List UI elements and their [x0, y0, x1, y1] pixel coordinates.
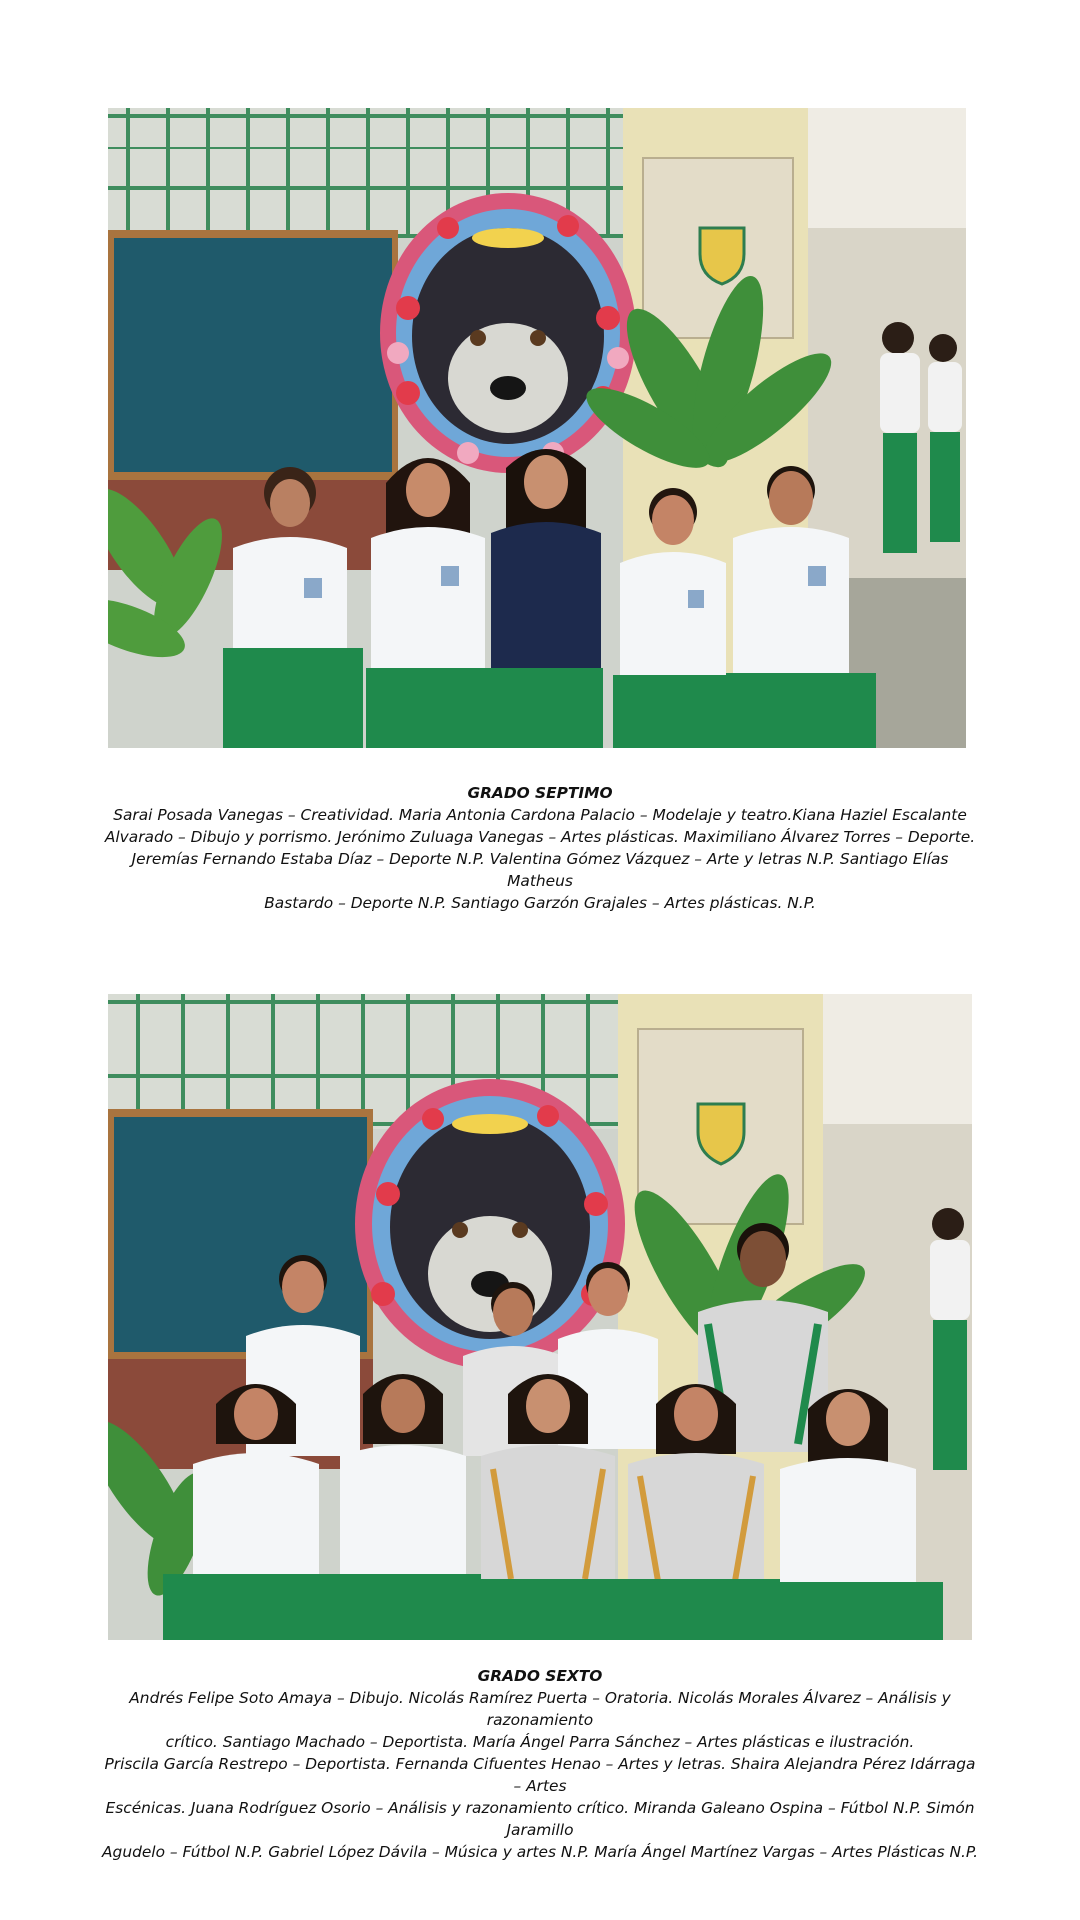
group-photo-sexto	[108, 994, 972, 1640]
caption-sexto	[100, 1665, 980, 1863]
caption-line: Jeremías Fernando Estaba Díaz – Deporte N.P. Valentina Gómez Vázquez – Arte y letras N.P. Santiago Elías Matheus	[131, 850, 949, 890]
caption-line: Escénicas. Juana Rodríguez Osorio – Análisis y razonamiento crítico. Miranda Galeano Ospina – Fútbol N.P. Simón Jaramillo	[105, 1799, 975, 1839]
group-photo-septimo	[108, 108, 966, 748]
caption-line: Andrés Felipe Soto Amaya – Dibujo. Nicolás Ramírez Puerta – Oratoria. Nicolás Morales Álvarez – Análisis y razonamiento	[129, 1689, 951, 1729]
caption-line: Alvarado – Dibujo y porrismo. Jerónimo Zuluaga Vanegas – Artes plásticas. Maximiliano Álvarez Torres – Deporte.	[104, 828, 976, 846]
caption-line: Priscila García Restrepo – Deportista. Fernanda Cifuentes Henao – Artes y letras. Shaira Alejandra Pérez Idárraga – Artes	[104, 1755, 976, 1795]
caption-line: crítico. Santiago Machado – Deportista. María Ángel Parra Sánchez – Artes plásticas e ilustración.	[165, 1733, 915, 1751]
caption-line: Sarai Posada Vanegas – Creatividad. Maria Antonia Cardona Palacio – Modelaje y teatro.Kiana Haziel Escalante	[113, 806, 967, 824]
caption-line: Bastardo – Deporte N.P. Santiago Garzón Grajales – Artes plásticas. N.P.	[264, 894, 816, 912]
caption-septimo	[100, 782, 980, 914]
section-title: GRADO SEPTIMO	[467, 784, 613, 802]
caption-line: Agudelo – Fútbol N.P. Gabriel López Dávila – Música y artes N.P. María Ángel Martínez Vargas – Artes Plásticas N.P.	[102, 1843, 978, 1861]
section-title: GRADO SEXTO	[477, 1667, 603, 1685]
